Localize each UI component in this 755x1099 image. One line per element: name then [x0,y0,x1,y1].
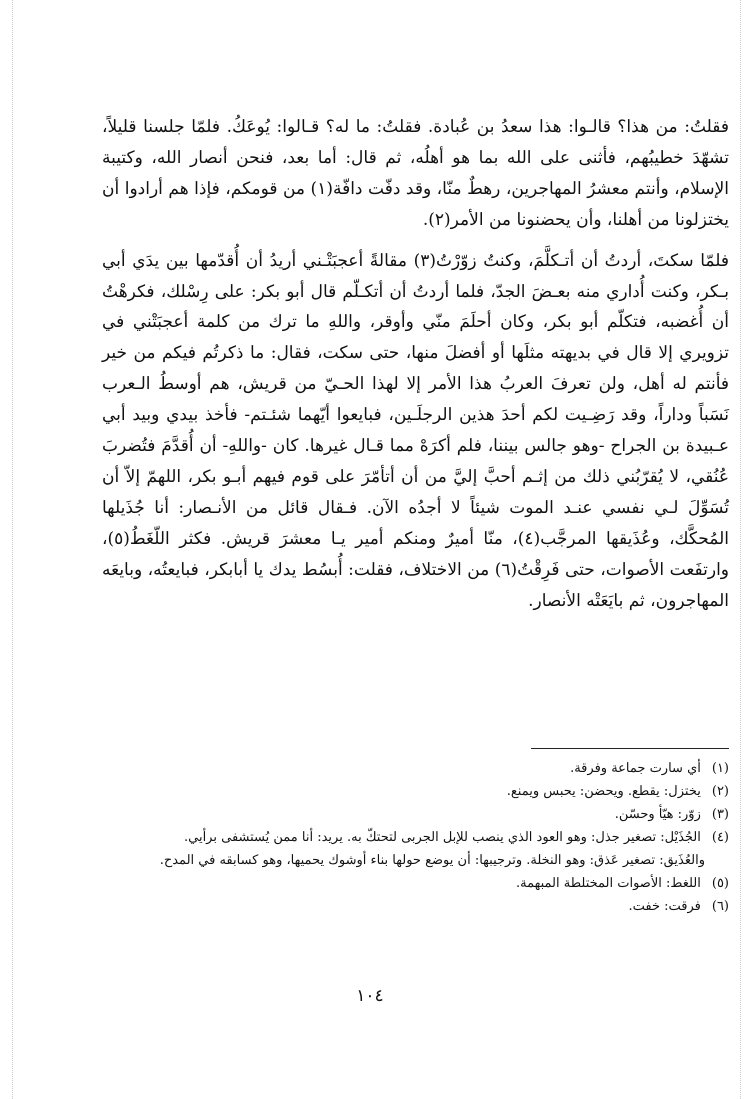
footnote-text: والعُذَيق: تصغير عَذق: وهو النخلة. وترجيبها: أن يوضع حولها بناء أوشوك يحميها، وهو كسابقه في المدح. [159,853,705,868]
footnote-text: يختزل: يقطع. ويحضن: يحبس ويمنع. [506,784,701,799]
paragraph-1: فقلتُ: من هذا؟ قالـوا: هذا سعدُ بن عُبادة. فقلتُ: ما له؟ قـالوا: يُوعَكُ. فلمّا جلسنا قليلاً، تشهّدَ خطيبُهم، فأثنى على الله بما هو أهلُه، ثم قال: أما بعد، فنحن أنصار الله، وكتيبة الإسلام، وأنتم معشرُ المهاجرين، رهطٌ منّا، وقد دفّت دافّة(١) من قومكم، فإذا هم أرادوا أن يختزلونا من أهلنا، وأن يحضنونا من الأمر(٢). [102,117,729,230]
footnote-number: (١) [711,761,729,776]
footnote-3 [102,803,729,826]
footnote-number: (٦) [711,899,729,914]
footnote-text: اللغط: الأصوات المختلطة المبهمة. [516,876,701,891]
footnote-4-continuation [102,849,729,872]
left-margin-guide [12,0,13,1099]
footnote-separator [531,748,729,749]
footnote-1 [102,757,729,780]
page-number: ١٠٤ [356,986,384,1006]
footnote-4 [102,826,729,849]
main-text [102,112,729,617]
footnote-number: (٥) [711,876,729,891]
footnote-number: (٤) [711,830,729,845]
right-margin-guide [740,0,741,1099]
footnote-5 [102,872,729,895]
footnote-text: أي سارت جماعة وفرقة. [570,761,701,776]
paragraph-2: فلمّا سكتَ، أردتُ أن أتـكلَّمَ، وكنتُ زوّرْتُ(٣) مقالةً أعجبَتْـني أريدُ أن أُقدّمها بين يدَي أبي بـكر، وكنت أُداري منه بعـضَ الجدّ، فلما أردتُ أن أتكـلّم قال أبو بكر: على رِسْلك، فكرهْتُ أن أُغضبه، فتكلّم أبو بكر، وكان أحلَمَ منّي وأوقر، واللهِ ما ترك من كلمة أعجبَتْني في تزويري إلا قال في بديهته مثلَها أو أفضلَ منها، حتى سكت، فقال: ما ذكرتُم فيكم من خير فأنتم له أهل، ولن تعرفَ العربُ هذا الأمر إلا لهذا الحـيّ من قريش، هم أوسطُ الـعرب نَسَباً وداراً، وقد رَضِـيت لكم أحدَ هذين الرجلَـين، فبايعوا أيّهما شئـتم- فأخذ بيدي وبيد أبي عـبيدة بن الجراح -وهو جالس بيننا، فلم أكرَهْ مما قـال غيرها. كان -واللهِ- أن أُقدَّمَ فتُضربَ عُنُقي، لا يُقرّبُني ذلك من إثـم أحبَّ إليَّ من أن أتأمّرَ على قوم فيهم أبـو بكر، اللهمّ إلاّ أن تُسَوِّلَ لـي نفسي عنـد الموت شيئاً لا أجدُه الآن. فـقال قائل من الأنـصار: أنا جُذَيلها المُحكَّك، وعُذَيقها المرجَّب(٤)، منّا أميرٌ ومنكم أمير يـا معشرَ قريش. فكثر اللّغَطُ(٥)، وارتفَعت الأصوات، حتى فَرِقْتُ(٦) من الاختلاف، فقلت: أُبسُط يدك يا أبابكر، فبايعتُه، وبايعَه المهاجرون، ثم بايَعَتْه الأنصار. [102,250,729,611]
footnote-6 [102,895,729,918]
footnote-number: (٣) [711,807,729,822]
footnote-text: زوّر: هيّأ وحسّن. [614,807,701,822]
footnotes [102,757,729,918]
footnote-number: (٢) [711,784,729,799]
footnote-2 [102,780,729,803]
footnote-text: الجُذَيْل: تصغير جذل: وهو العود الذي ينصب للإبل الجربى لتحتكّ به. يريد: أنا ممن يُستشفى برأيي. [183,830,701,845]
footnote-text: فرقت: خفت. [628,899,701,914]
